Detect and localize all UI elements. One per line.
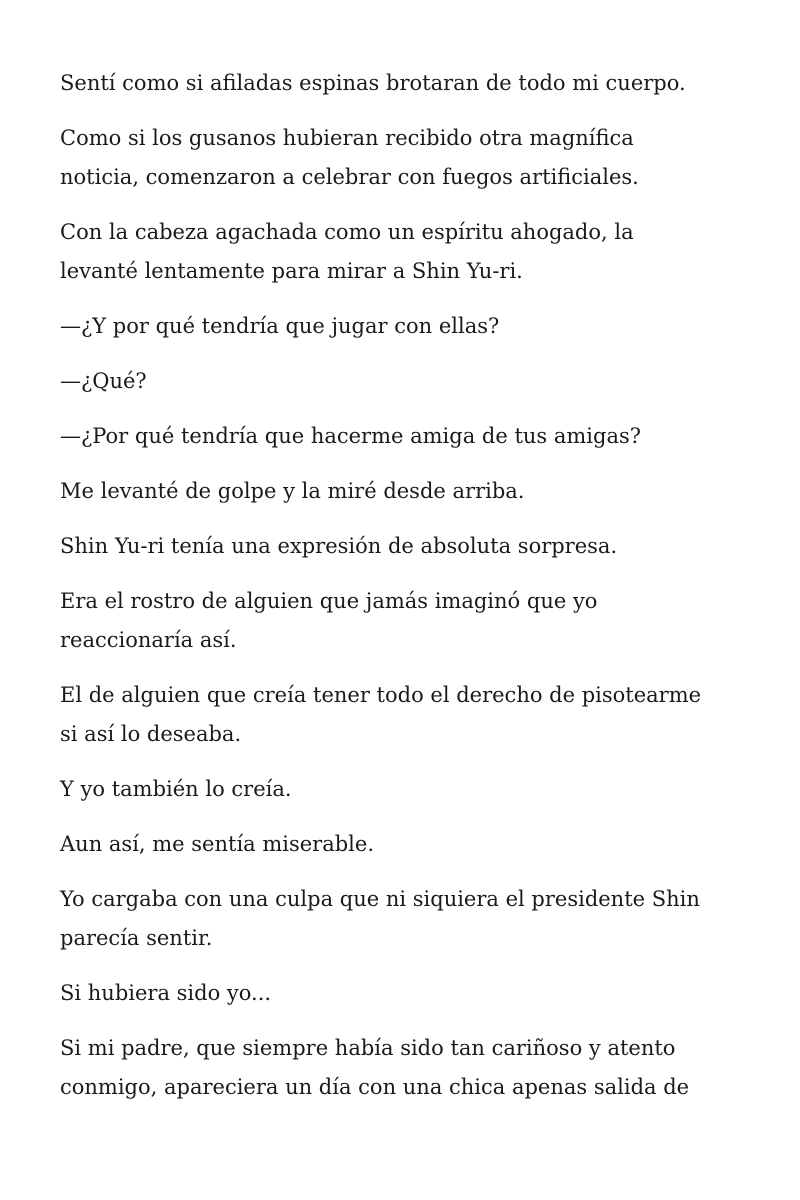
text-line: Yo cargaba con una culpa que ni siquiera el presidente Shin bbox=[60, 887, 700, 911]
paragraph bbox=[60, 213, 750, 291]
dialogue-line bbox=[60, 362, 750, 401]
document-body bbox=[60, 64, 750, 1123]
text-line: Si hubiera sido yo... bbox=[60, 981, 272, 1005]
dialogue-line bbox=[60, 417, 750, 456]
paragraph bbox=[60, 676, 750, 754]
text-line: conmigo, apareciera un día con una chica apenas salida de bbox=[60, 1075, 690, 1099]
text-line: Me levanté de golpe y la miré desde arriba. bbox=[60, 479, 525, 503]
text-line: —¿Qué? bbox=[60, 369, 147, 393]
text-line: Aun así, me sentía miserable. bbox=[60, 832, 375, 856]
paragraph bbox=[60, 825, 750, 864]
text-line: El de alguien que creía tener todo el derecho de pisotearme bbox=[60, 683, 702, 707]
text-line: si así lo deseaba. bbox=[60, 722, 242, 746]
text-line: Si mi padre, que siempre había sido tan cariñoso y atento bbox=[60, 1036, 676, 1060]
text-line: Como si los gusanos hubieran recibido otra magnífica bbox=[60, 126, 634, 150]
paragraph bbox=[60, 770, 750, 809]
text-line: Era el rostro de alguien que jamás imaginó que yo bbox=[60, 589, 598, 613]
text-line: parecía sentir. bbox=[60, 926, 213, 950]
paragraph bbox=[60, 974, 750, 1013]
paragraph bbox=[60, 64, 750, 103]
paragraph bbox=[60, 527, 750, 566]
paragraph bbox=[60, 119, 750, 197]
text-line: reaccionaría así. bbox=[60, 628, 237, 652]
paragraph bbox=[60, 582, 750, 660]
text-line: —¿Y por qué tendría que jugar con ellas? bbox=[60, 314, 500, 338]
text-line: levanté lentamente para mirar a Shin Yu-ri. bbox=[60, 259, 523, 283]
paragraph bbox=[60, 472, 750, 511]
paragraph bbox=[60, 880, 750, 958]
text-line: noticia, comenzaron a celebrar con fuegos artificiales. bbox=[60, 165, 639, 189]
text-line: Con la cabeza agachada como un espíritu ahogado, la bbox=[60, 220, 634, 244]
paragraph bbox=[60, 1029, 750, 1107]
dialogue-line bbox=[60, 307, 750, 346]
text-line: Sentí como si afiladas espinas brotaran de todo mi cuerpo. bbox=[60, 71, 686, 95]
text-line: —¿Por qué tendría que hacerme amiga de tus amigas? bbox=[60, 424, 642, 448]
text-line: Shin Yu-ri tenía una expresión de absoluta sorpresa. bbox=[60, 534, 618, 558]
text-line: Y yo también lo creía. bbox=[60, 777, 292, 801]
